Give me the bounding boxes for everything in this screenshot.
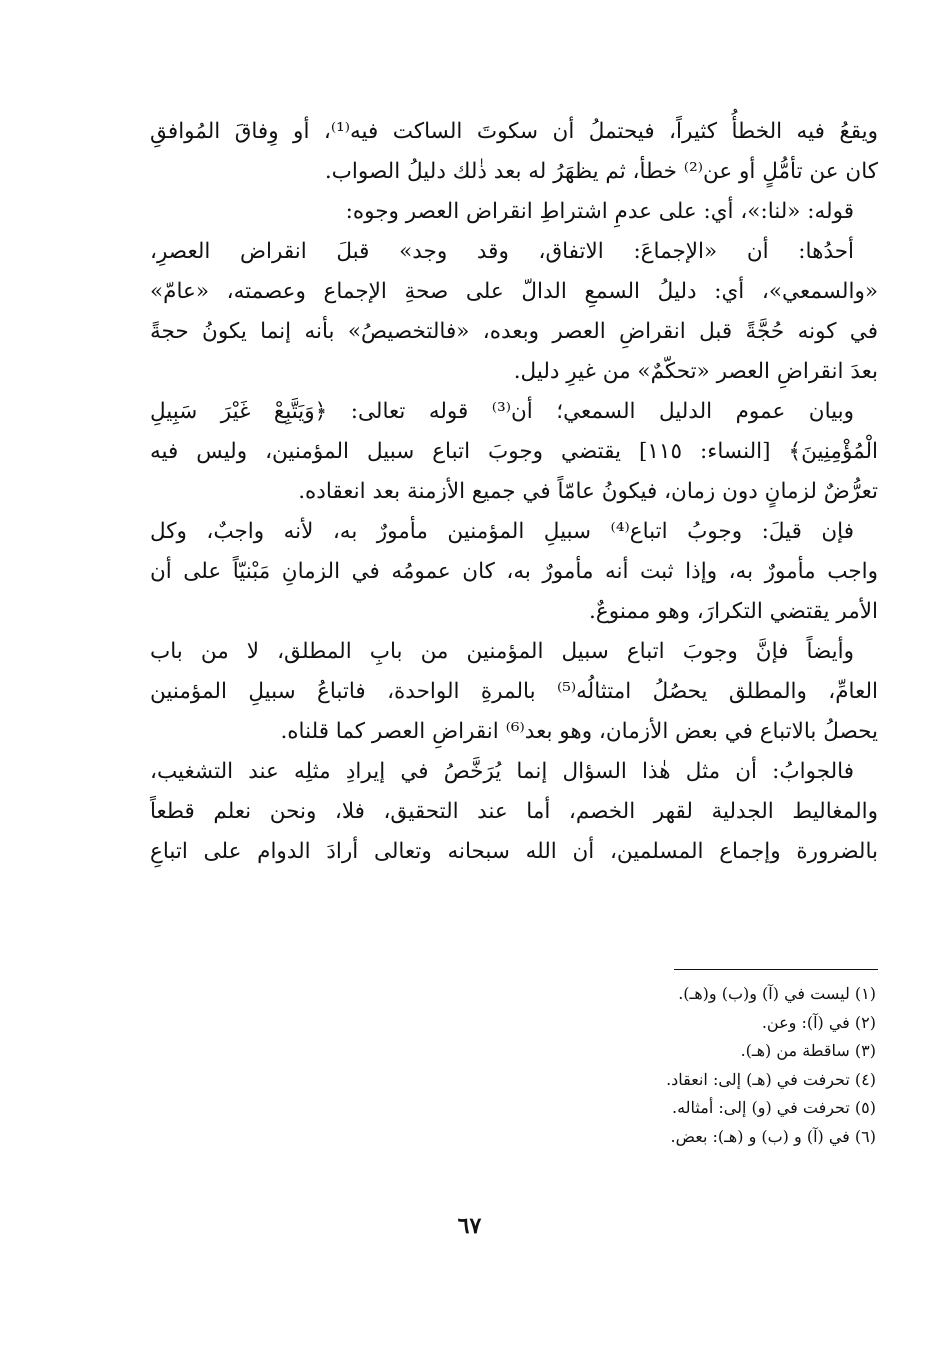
text-line: أحدُها: أن «الإجماعَ: الاتفاق، وقد وجد» قبلَ انقراض العصرِ، (150, 239, 854, 264)
text-line: العامِّ، والمطلق يحصُلُ امتثالُه⁽⁵⁾ بالمرةِ الواحدة، فاتباعُ سبيلِ المؤمنين (150, 679, 878, 704)
footnote: (٤) تحرفت في (هـ) إلى: انعقاد. (666, 1069, 876, 1089)
text-line: الْمُؤْمِنِينَ﴾ [النساء: ١١٥] يقتضي وجوبَ اتباع سبيل المؤمنين، وليس فيه (150, 439, 879, 464)
page-number: ٦٧ (457, 1213, 482, 1239)
footnote-separator (674, 969, 878, 970)
text-line: بالضرورة وإجماع المسلمين، أن الله سبحانه وتعالى أرادَ الدوام على اتباعِ (150, 839, 878, 864)
text-line: واجب مأمورٌ به، وإذا ثبت أنه مأمورٌ به، كان عمومُه في الزمانِ مَبْنيّاً على أن (150, 559, 878, 584)
text-line: تعرُّضٌ لزمانٍ دون زمان، فيكونُ عامّاً في جميع الأزمنة بعد انعقاده. (298, 479, 878, 504)
text-line: بعدَ انقراضِ العصر «تحكّمٌ» من غيرِ دليل. (513, 359, 878, 384)
text-line: ويقعُ فيه الخطأُ كثيراً، فيحتملُ أن سكوتَ الساكت فيه⁽¹⁾، أو وِفاقَ المُوافقِ (150, 119, 879, 144)
main-text (150, 112, 878, 872)
text-line: فإن قيلَ: وجوبُ اتباع⁽⁴⁾ سبيلِ المؤمنين مأمورٌ به، لأنه واجبٌ، وكل (150, 519, 854, 544)
text-line: كان عن تأمُّلٍ أو عن⁽²⁾ خطأ، ثم يظهَرُ له بعد ذٰلك دليلُ الصواب. (324, 159, 878, 184)
text-line: والمغاليط الجدلية لقهر الخصم، أما عند التحقيق، فلا، ونحن نعلم قطعاً (150, 799, 878, 824)
footnote: (٦) في (آ) و (ب) و (هـ): بعض. (670, 1126, 876, 1146)
footnotes (450, 980, 876, 1151)
text-line: وبيان عموم الدليل السمعي؛ أن⁽³⁾ قوله تعالى: ﴿وَيَتَّبِعْ غَيْرَ سَبِيلِ (150, 399, 854, 424)
text-line: فالجوابُ: أن مثل هٰذا السؤال إنما يُرَخَّصُ في إيرادِ مثلِه عند التشغيب، (150, 759, 854, 784)
text-line: الأمر يقتضي التكرارَ، وهو ممنوعٌ. (589, 599, 878, 624)
text-line: «والسمعي»، أي: دليلُ السمعِ الدالّ على صحةِ الإجماع وعصمته، «عامّ» (150, 279, 878, 304)
footnote: (٣) ساقطة من (هـ). (740, 1041, 876, 1060)
text-line: وأيضاً فإنَّ وجوبَ اتباع سبيل المؤمنين من بابِ المطلق، لا من باب (150, 639, 854, 664)
text-line: في كونه حُجَّةً قبل انقراضِ العصر وبعده، «فالتخصيصُ» بأنه إنما يكونُ حجةً (150, 319, 878, 344)
footnote: (٢) في (آ): وعن. (761, 1012, 876, 1032)
text-line: قوله: «لنا:»، أي: على عدمِ اشتراطِ انقراض العصر وجوه: (345, 199, 854, 224)
text-line: يحصلُ بالاتباع في بعض الأزمان، وهو بعد⁽⁶⁾ انقراضِ العصر كما قلناه. (280, 719, 878, 744)
footnote: (٥) تحرفت في (و) إلى: أمثاله. (672, 1098, 876, 1117)
footnote: (١) ليست في (آ) و(ب) و(هـ). (678, 984, 876, 1003)
